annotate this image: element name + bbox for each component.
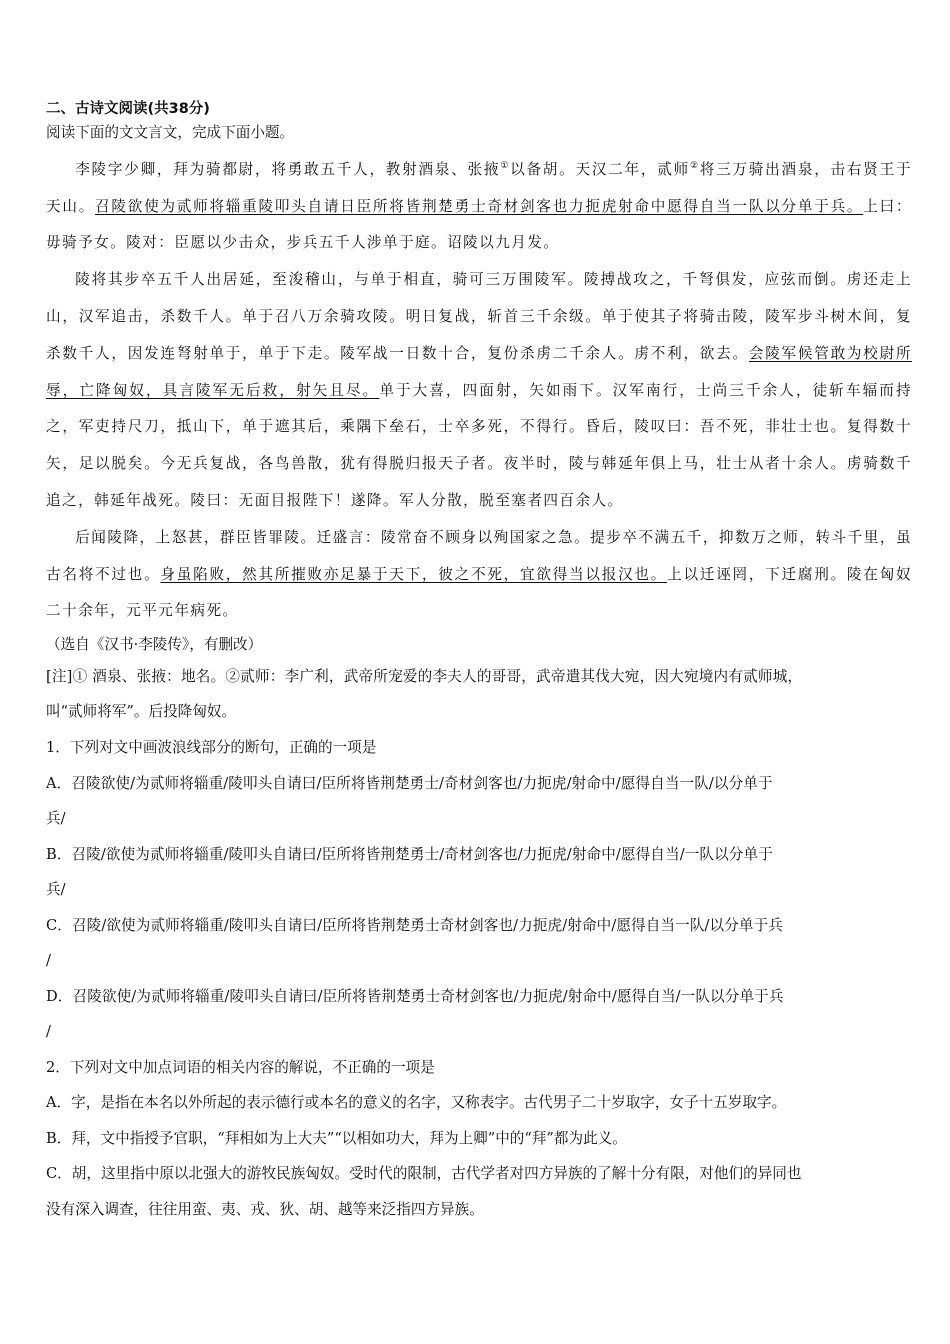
question-1-stem: 1．下列对文中画波浪线部分的断句，正确的一项是 [46, 739, 377, 757]
annotation-line: 叫“贰师将军”。后投降匈奴。 [46, 703, 237, 721]
option-text: / [46, 1023, 51, 1041]
underlined-sentence: 会陵军候管敢为校尉所辱，亡降匈奴，具言陵军无后救，射矢且尽。 [46, 344, 912, 399]
question-2-option-c[interactable] [46, 1156, 912, 1227]
section-title: 二、古诗文阅读(共38分) [46, 101, 210, 117]
question-2-stem: 2．下列对文中加点词语的相关内容的解说，不正确的一项是 [46, 1058, 435, 1076]
passage-text: 单于大喜，四面射，矢如雨下。汉军南行，士尚三千余人，徒斩车辐而持之，军吏持尺刀，抵山下，单于遮其后，乘隅下垒石，士卒多死，不得行。昏后，陵叹曰：吾不死，非壮士也。复得数十矢，足以脱矣。今无兵复战，各鸟兽散，犹有得脱归报天子者。夜半时，陵与韩延年俱上马，壮士从者十余人。虏骑数千追之，韩延年战死。陵曰：无面目报陛下！遂降。军人分散，脱至塞者四百余人。 [46, 381, 912, 510]
passage-text: 上曰：毋骑予女。陵对：臣愿以少击众，步兵五千人涉单于庭。诏陵以九月发。 [46, 197, 912, 252]
wavy-underlined-passage: 召陵欲使为贰师将辎重陵叩头自请日臣所将皆荆楚勇士奇材剑客也力扼虎射命中愿得自当一队以分单于兵。 [95, 197, 864, 215]
option-text: 没有深入调查，往往用蛮、夷、戎、狄、胡、越等来泛指四方异族。 [46, 1200, 484, 1218]
underlined-sentence: 身虽陷败，然其所摧败亦足暴于天下，彼之不死，宜欲得当以报汉也。 [160, 565, 668, 583]
question-2-option-a[interactable]: A．字，是指在本名以外所起的表示德行或本名的意义的名字，又称表字。古代男子二十岁取字，女子十五岁取字。 [46, 1094, 787, 1112]
passage-text: 上以迁诬罔，下迁腐刑。陵在匈奴二十余年，元平元年病死。 [46, 565, 912, 620]
passage-text: 陵将其步卒五千人出居延，至浚稽山，与单于相直，骑可三万围陵军。陵搏战攻之，千弩俱发，应弦而倒。虏还走上山，汉军追击，杀数千人。单于召八万余骑攻陵。明日复战，斩首三千余级。单于使其子将骑击陵，陵军步斗树木间，复杀数千人，因发连弩射单于，单于下走。陵军战一日数十合，复份杀虏二千余人。虏不利，欲去。 [46, 271, 912, 362]
passage-text: 将三万骑出酒泉，击右贤王于天山。 [46, 160, 912, 215]
passage-paragraph-2 [46, 262, 912, 520]
passage-paragraph-3 [46, 520, 912, 630]
passage-paragraph-1 [46, 148, 912, 262]
option-text: 兵/ [46, 810, 66, 828]
passage-text: 后闻陵降，上怒甚，群臣皆罪陵。迁盛言：陵常奋不顾身以殉国家之急。提步卒不满五千，抑数万之师，转斗千里，虽古名将不过也。 [46, 528, 912, 583]
passage-text: 李陵字少卿，拜为骑都尉，将勇敢五千人，教射酒泉、张掖 [75, 160, 501, 178]
question-1-option-c[interactable] [46, 908, 912, 979]
source-citation: （选自《汉书·李陵传》，有删改） [46, 636, 263, 654]
question-2 [46, 1050, 912, 1228]
question-1 [46, 730, 912, 1050]
question-1-option-b[interactable] [46, 837, 912, 908]
option-text: / [46, 952, 51, 970]
annotation-line: [注]① 酒泉、张掖：地名。②贰师：李广利，武帝所宠爱的李夫人的哥哥，武帝遣其伐大宛，因大宛境内有贰师城， [46, 668, 803, 686]
option-text: C．胡，这里指中原以北强大的游牧民族匈奴。受时代的限制，古代学者对四方异族的了解十分有限，对他们的异同也 [46, 1165, 802, 1183]
question-2-option-b[interactable]: B．拜，文中指授予官职，“拜相如为上大夫”“以相如功大，拜为上卿”中的“拜”都为此义。 [46, 1129, 627, 1147]
option-text: A．召陵欲使/为贰师将辎重/陵叩头自请曰/臣所将皆荆楚勇士/奇材剑客也/力扼虎/射命中/愿得自当一队/以分单于 [46, 774, 773, 792]
option-text: B．召陵/欲使为贰师将辎重/陵叩头自请曰/臣所将皆荆楚勇士/奇材剑客也/力扼虎/射命中/愿得自当/一队以分单于 [46, 845, 773, 863]
note-marker-2: ② [689, 161, 700, 171]
instruction-text: 阅读下面的文文言文，完成下面小题。 [46, 124, 295, 141]
question-1-option-a[interactable] [46, 766, 912, 837]
option-text: C．召陵/欲使为贰师将辎重/陵叩头自请曰/臣所将皆荆楚勇士奇材剑客也/力扼虎/射命中/愿得自当一队/以分单于兵 [46, 916, 783, 934]
passage-text: 以备胡。天汉二年，贰师 [510, 160, 690, 178]
question-1-option-d[interactable] [46, 979, 912, 1050]
option-text: D．召陵欲使/为贰师将辎重/陵叩头自请曰/臣所将皆荆楚勇士奇材剑客也/力扼虎/射命中/愿得自当/一队以分单于兵 [46, 987, 784, 1005]
note-marker-1: ① [500, 161, 511, 171]
option-text: 兵/ [46, 881, 66, 899]
document-page [46, 98, 912, 1227]
